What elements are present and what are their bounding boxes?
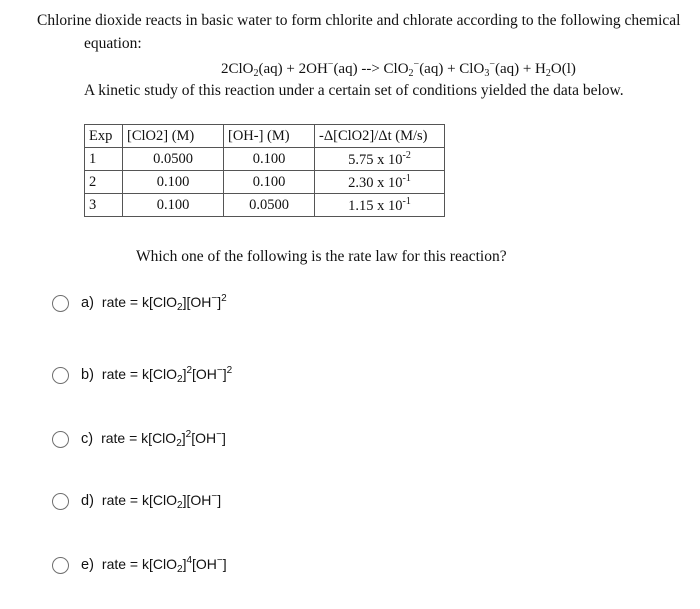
option-a-label: a) bbox=[81, 295, 94, 311]
header-clo2: [ClO2] (M) bbox=[123, 125, 224, 148]
option-b-radio[interactable] bbox=[52, 367, 69, 384]
header-exp: Exp bbox=[85, 125, 123, 148]
option-d-label: d) bbox=[81, 493, 94, 509]
option-a-radio[interactable] bbox=[52, 295, 69, 312]
table-header-row bbox=[85, 125, 445, 148]
option-a-rate-law: rate = $k[ClO_2][OH^-]^2$ bbox=[101, 293, 227, 313]
option-b-label: b) bbox=[81, 367, 94, 383]
header-rate: -Δ[ClO2]/Δt (M/s) bbox=[315, 125, 445, 148]
option-d-rate-law: rate = k[ClO$_2$][OH−] bbox=[101, 491, 222, 511]
option-e-label: e) bbox=[81, 557, 94, 573]
kinetic-study-text: A kinetic study of this reaction under a certain set of conditions yielded the data below. bbox=[84, 82, 624, 99]
table-row bbox=[85, 171, 445, 194]
option-c-rate-law: rate = $k[ClO_2]^2[OH^-]$ bbox=[101, 429, 226, 449]
question-intro-line1: Chlorine dioxide reacts in basic water to form chlorite and chlorate according to the following chemical bbox=[37, 12, 681, 29]
cell-exp: 2 bbox=[85, 171, 123, 194]
option-c-radio[interactable] bbox=[52, 431, 69, 448]
option-e-radio[interactable] bbox=[52, 557, 69, 574]
cell-oh: 0.100 bbox=[224, 171, 315, 194]
header-oh: [OH-] (M) bbox=[224, 125, 315, 148]
option-b-rate-law: rate = $k[ClO_2]^2[OH^-]^2$ bbox=[101, 365, 233, 385]
option-e[interactable] bbox=[52, 555, 227, 575]
cell-clo2: 0.100 bbox=[123, 194, 224, 217]
question-prompt: Which one of the following is the rate law for this reaction? bbox=[136, 248, 507, 265]
option-c[interactable] bbox=[52, 429, 226, 449]
option-d-radio[interactable] bbox=[52, 493, 69, 510]
table-row bbox=[85, 148, 445, 171]
cell-rate: 2.30 x $10^{-1}$ bbox=[315, 171, 445, 194]
cell-exp: 1 bbox=[85, 148, 123, 171]
option-b[interactable] bbox=[52, 365, 232, 385]
cell-clo2: 0.0500 bbox=[123, 148, 224, 171]
kinetics-data-table bbox=[84, 124, 445, 217]
option-e-rate-law: rate = $k[ClO_2]^4[OH^-]$ bbox=[101, 555, 227, 575]
option-d[interactable] bbox=[52, 491, 221, 511]
question-intro-line2: equation: bbox=[84, 35, 142, 52]
cell-rate: 5.75 x $10^{-2}$ bbox=[315, 148, 445, 171]
cell-clo2: 0.100 bbox=[123, 171, 224, 194]
cell-oh: 0.100 bbox=[224, 148, 315, 171]
cell-oh: 0.0500 bbox=[224, 194, 315, 217]
option-a[interactable] bbox=[52, 293, 227, 313]
chemical-equation: 2ClO$_2$(aq) + 2OH−(aq) --> $ClO_2^-(aq) + ClO_3^-(aq) + H_2O(l)$ bbox=[221, 59, 576, 79]
table-row bbox=[85, 194, 445, 217]
cell-rate: 1.15 x $10^{-1}$ bbox=[315, 194, 445, 217]
cell-exp: 3 bbox=[85, 194, 123, 217]
option-c-label: c) bbox=[81, 431, 94, 447]
